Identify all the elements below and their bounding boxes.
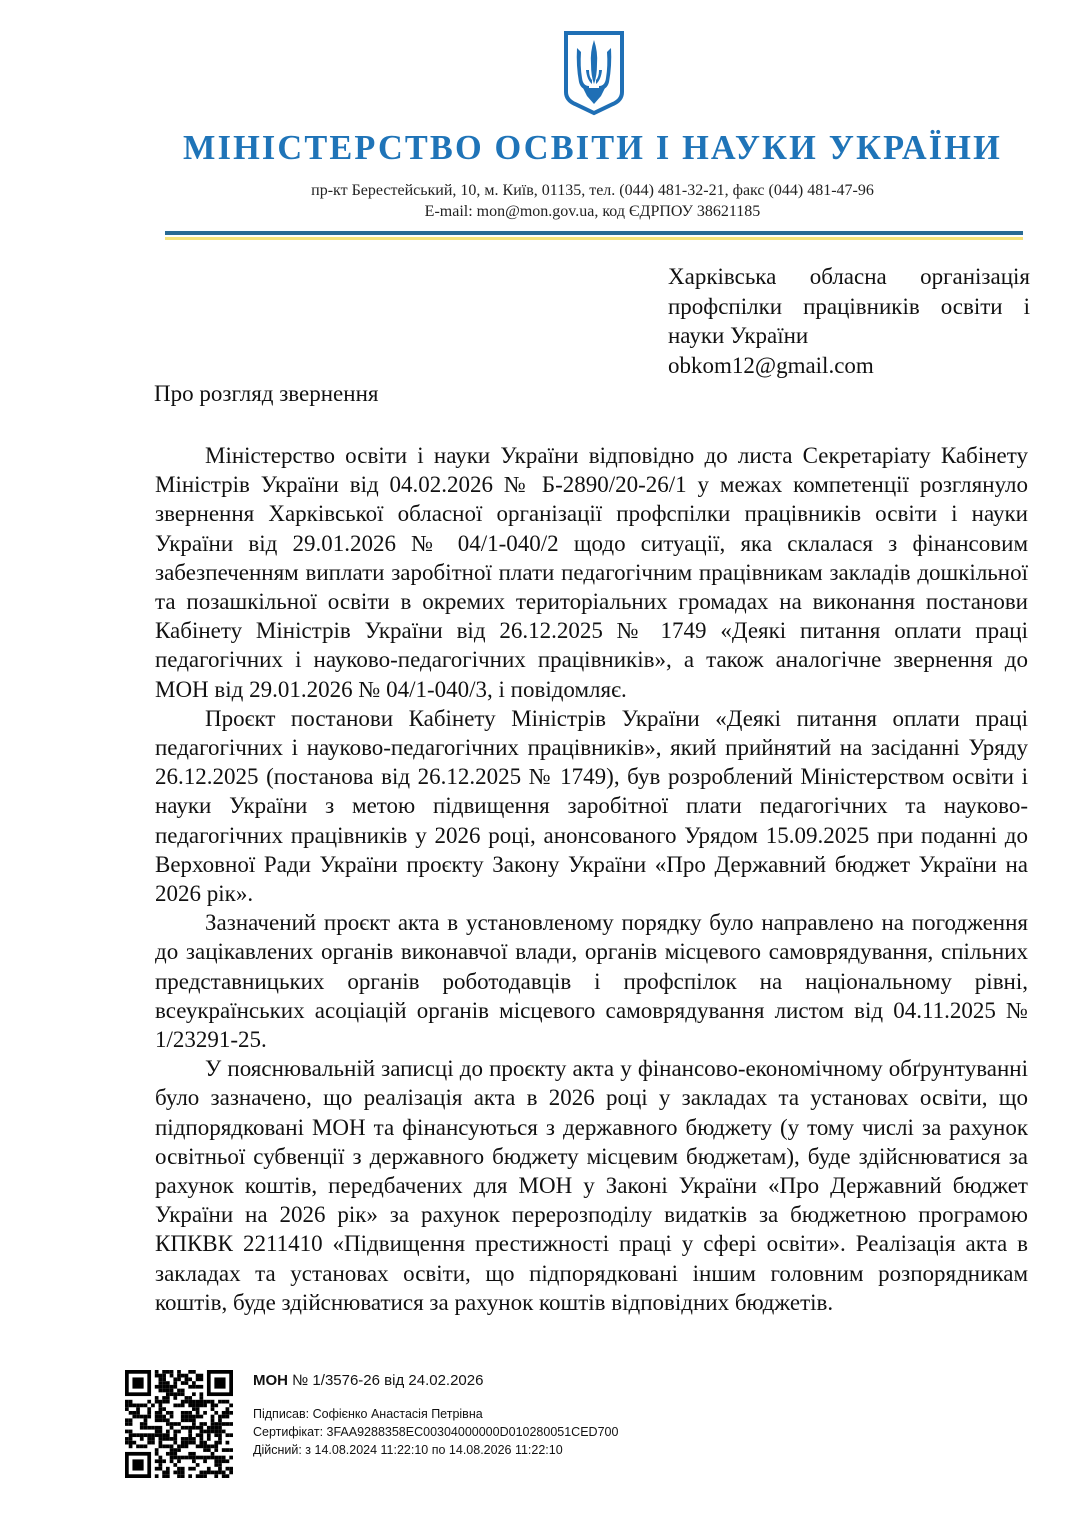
registration-number — [253, 1372, 813, 1389]
recipient-line: профспілки працівників освіти і — [668, 293, 1030, 319]
recipient-block — [668, 262, 1030, 380]
ministry-title: МІНІСТЕРСТВО ОСВІТИ І НАУКИ УКРАЇНИ — [183, 128, 1002, 167]
body-paragraph: Проєкт постанови Кабінету Міністрів України «Деякі питання оплати праці педагогічних і науково-педагогічних працівників», який прийнятий на засіданні Уряду 26.12.2025 (постанова від 26.12.2025 № 1749), був розроблений Міністерством освіти і науки України з метою підвищення заробітної плати педагогічних та науково-педагогічних працівників у 2026 році, анонсованого Урядом 15.09.2025 при поданні до Верховної Ради України проєкту Закону України «Про Державний бюджет України на 2026 рік». — [155, 705, 1028, 907]
registration-org: МОН — [253, 1372, 288, 1389]
body-paragraph: Міністерство освіти і науки України відповідно до листа Секретаріату Кабінету Міністрів України від 04.02.2026 № Б-2890/20-26/1 у межах компетенції розглянуло звернення Харківської обласної організації профспілки працівників освіти і науки України від 29.01.2026 № 04/1-040/2 щодо ситуації, яка склалася з фінансовим забезпеченням виплати заробітної плати педагогічним працівникам закладів дошкільної та позашкільної освіти в окремих територіальних громадах на виконання постанови Кабінету Міністрів України від 26.12.2025 № 1749 «Деякі питання оплати праці педагогічних і науково-педагогічних працівників», а також аналогічне звернення до МОН від 29.01.2026 № 04/1-040/3, і повідомляє. — [155, 443, 1028, 702]
header-rule-blue — [165, 231, 1023, 235]
registration-value: № 1/3576-26 від 24.02.2026 — [292, 1372, 484, 1389]
certificate-id: Сертифікат: 3FAA9288358EC00304000000D010280051CED700 — [253, 1425, 619, 1439]
recipient-line: Харківська обласна організація — [668, 264, 1030, 289]
letter-body — [155, 441, 1028, 1317]
recipient-line: науки України — [668, 323, 809, 348]
address-line: пр-кт Берестейський, 10, м. Київ, 01135, тел. (044) 481-32-21, факс (044) 481-47-96 — [311, 182, 874, 199]
contact-line: E-mail: mon@mon.gov.ua, код ЄДРПОУ 38621185 — [424, 203, 761, 220]
header-rule-yellow — [165, 237, 1023, 240]
letter-subject: Про розгляд звернення — [154, 381, 379, 406]
body-paragraph: У пояснювальній записці до проєкту акта у фінансово-економічному обґрунтуванні було зазначено, що реалізація акта в 2026 році у закладах та установах освіти, що підпорядковані МОН та фінансуються з державного бюджету (у тому числі за рахунок освітньої субвенції з державного бюджету місцевим бюджетам), буде здійснюватися за рахунок коштів, передбачених для МОН у Законі України «Про Державний бюджет України на 2026 рік» за рахунок перерозподілу видатків за бюджетною програмою КПКВК 2211410 «Підвищення престижності праці у сфері освіти». Реалізація акта в закладах та установах освіти, що підпорядковані іншим головним розпорядникам коштів, буде здійснюватися за рахунок коштів відповідних бюджетів. — [155, 1056, 1028, 1315]
ministry-address — [150, 180, 1035, 222]
qr-code-icon — [125, 1370, 233, 1478]
certificate-validity: Дійсний: з 14.08.2024 11:22:10 по 14.08.2026 11:22:10 — [253, 1443, 563, 1457]
body-paragraph: Зазначений проєкт акта в установленому порядку було направлено на погодження до зацікавлених органів виконавчої влади, органів місцевого самоврядування, спільних представницьких органів роботодавців і профспілок на національному рівні, всеукраїнських асоціацій органів місцевого самоврядування листом від 04.11.2025 № 1/23291-25. — [155, 910, 1028, 1053]
recipient-email: obkom12@gmail.com — [668, 352, 874, 378]
signature-info — [253, 1370, 813, 1459]
coat-of-arms-icon — [563, 30, 625, 116]
signed-by: Підписав: Софієнко Анастасія Петрівна — [253, 1407, 483, 1421]
